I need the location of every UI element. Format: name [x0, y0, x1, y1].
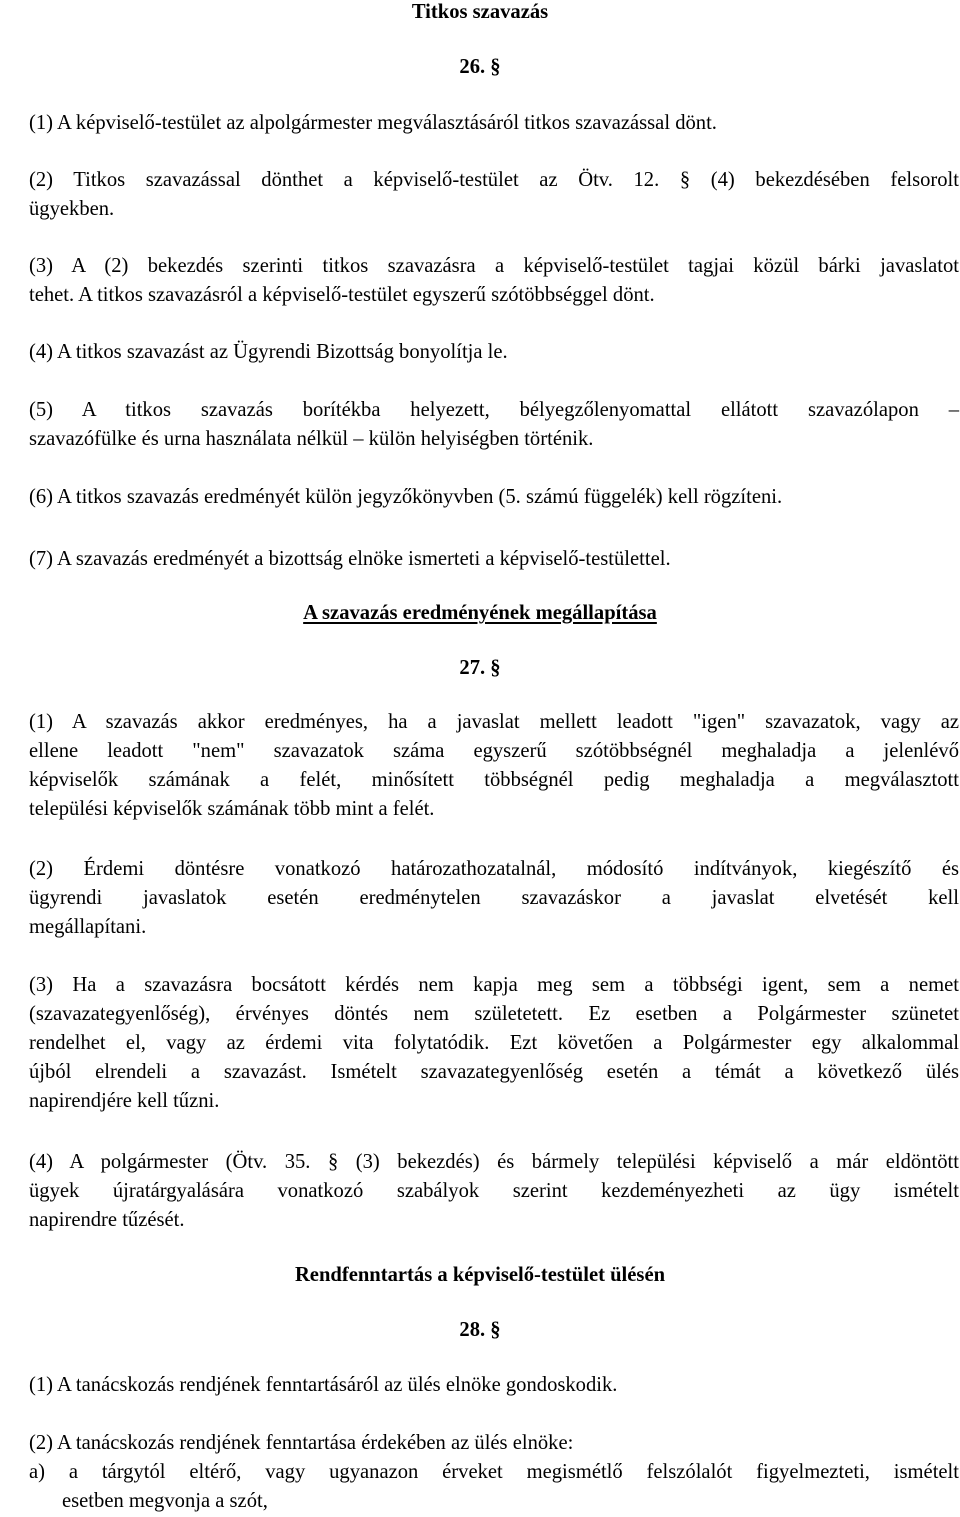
list-item-line: esetben megvonja a szót, [62, 1490, 268, 1512]
paragraph-line: tehet. A titkos szavazásról a képviselő-testület egyszerű szótöbbséggel dönt. [29, 284, 655, 306]
section-title: Rendfenntartás a képviselő-testület ülésén [294, 1264, 666, 1286]
paragraph-line: (1) A tanácskozás rendjének fenntartásáról az ülés elnöke gondoskodik. [29, 1374, 618, 1396]
paragraph-line: (2) Titkos szavazással dönthet a képviselő-testület az Ötv. 12. § (4) bekezdésében felsorolt [29, 169, 959, 191]
paragraph-line: (2) Érdemi döntésre vonatkozó határozathozatalnál, módosító indítványok, kiegészítő és [29, 858, 959, 880]
paragraph-line: napirendre tűzését. [29, 1209, 185, 1231]
paragraph-line: ellene leadott "nem" szavazatok száma egyszerű szótöbbségnél meghaladja a jelenlévő [29, 740, 959, 762]
section-number: 27. § [459, 657, 501, 679]
paragraph-line: újból elrendeli a szavazást. Ismételt szavazategyenlőség esetén a témát a következő ülés [29, 1061, 959, 1083]
section-number: 28. § [459, 1319, 501, 1341]
paragraph-line: képviselők számának a felét, minősített többségnél pedig meghaladja a megválasztott [29, 769, 959, 791]
paragraph-line: (1) A képviselő-testület az alpolgármester megválasztásáról titkos szavazással dönt. [29, 112, 717, 134]
paragraph-line: (6) A titkos szavazás eredményét külön jegyzőkönyvben (5. számú függelék) kell rögzíteni. [29, 486, 783, 508]
paragraph-line: ügyek újratárgyalására vonatkozó szabályok szerint kezdeményezheti az ügy ismételt [29, 1180, 959, 1202]
paragraph-line: (4) A polgármester (Ötv. 35. § (3) bekezdés) és bármely települési képviselő a már eldöntött [29, 1151, 959, 1173]
paragraph-line: ügyekben. [29, 198, 115, 220]
list-item-line: a) a tárgytól eltérő, vagy ugyanazon érveket megismétlő felszólalót figyelmezteti, ismételt [29, 1461, 959, 1483]
paragraph-line: ügyrendi javaslatok esetén eredménytelen szavazáskor a javaslat elvetését kell [29, 887, 959, 909]
paragraph-line: (szavazategyenlőség), érvényes döntés nem születetett. Ez esetben a Polgármester szünetet [29, 1003, 959, 1025]
paragraph-line: települési képviselők számának több mint a felét. [29, 798, 435, 820]
paragraph-line: (3) A (2) bekezdés szerinti titkos szavazásra a képviselő-testület tagjai közül bárki javaslatot [29, 255, 959, 277]
paragraph-line: megállapítani. [29, 916, 147, 938]
paragraph-line: (4) A titkos szavazást az Ügyrendi Bizottság bonyolítja le. [29, 341, 508, 363]
paragraph-line: (2) A tanácskozás rendjének fenntartása érdekében az ülés elnöke: [29, 1432, 574, 1454]
paragraph-line: napirendjére kell tűzni. [29, 1090, 220, 1112]
paragraph-line: (3) Ha a szavazásra bocsátott kérdés nem kapja meg sem a többségi igent, sem a nemet [29, 974, 959, 996]
paragraph-line: (5) A titkos szavazás borítékba helyezett, bélyegzőlenyomattal ellátott szavazólapon – [29, 399, 959, 421]
section-title: A szavazás eredményének megállapítása [303, 602, 657, 624]
section-title: Titkos szavazás [411, 1, 549, 23]
paragraph-line: rendelhet el, vagy az érdemi vita folytatódik. Ezt követően a Polgármester egy alkalommal [29, 1032, 959, 1054]
paragraph-line: szavazófülke és urna használata nélkül – külön helyiségben történik. [29, 428, 594, 450]
paragraph-line: (1) A szavazás akkor eredményes, ha a javaslat mellett leadott "igen" szavazatok, vagy az [29, 711, 959, 733]
paragraph-line: (7) A szavazás eredményét a bizottság elnöke ismerteti a képviselő-testülettel. [29, 548, 671, 570]
section-number: 26. § [459, 56, 501, 78]
